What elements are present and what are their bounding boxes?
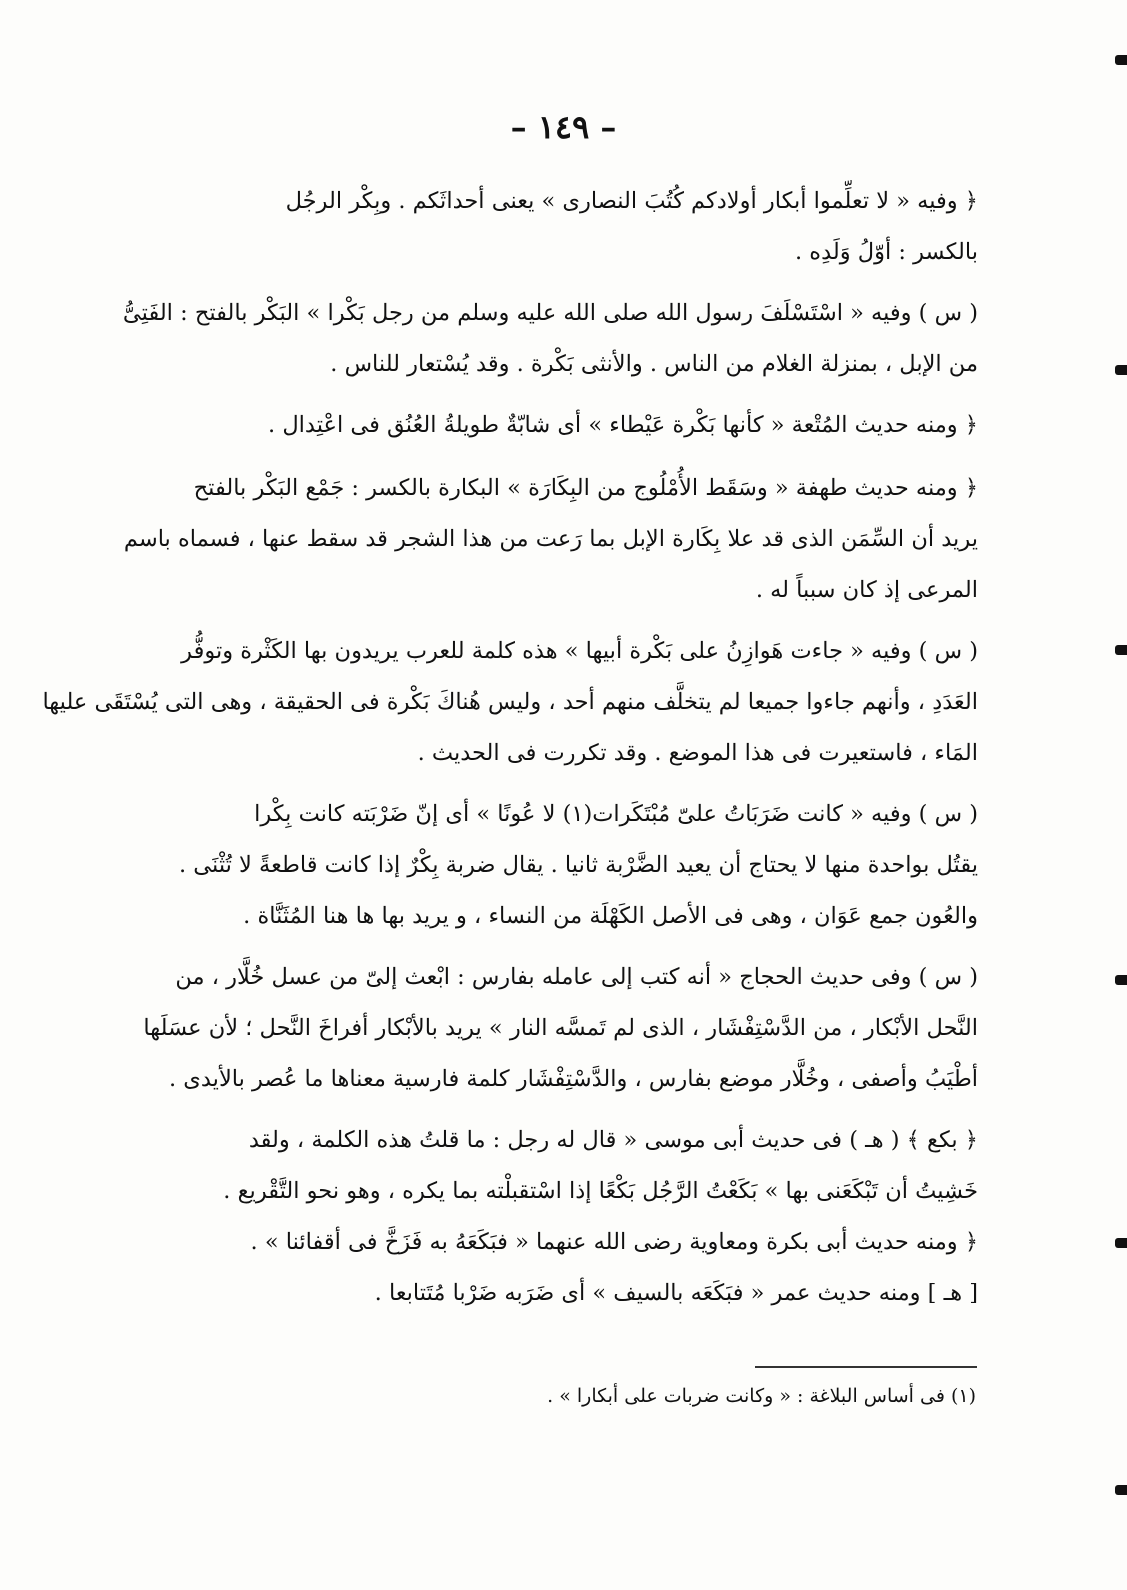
paragraph-4 — [123, 463, 978, 616]
text-line: خَشِيتُ أن تَبْكَعَنى بها » بَكَعْتُ الرَّجُل بَكْعًا إذا اسْتقبلْته بما يكره ، وهو نحو التَّقْريع . — [223, 1178, 978, 1204]
text-line: ( س ) وفيه « جاءت هَوازِنُ على بَكْرة أبيها » هذه كلمة للعرب يريدون بها الكَثْرة وتوفُّر — [181, 638, 978, 664]
text-line: العَدَدِ ، وأنهم جاءوا جميعا لم يتخلَّف منهم أحد ، وليس هُناكَ بَكْرة فى الحقيقة ، وهى التى يُسْتَقَى عليها — [42, 689, 978, 715]
footnote-rule — [755, 1366, 977, 1368]
text-line: يقتُل بواحدة منها لا يحتاج أن يعيد الضَّرْبة ثانيا . يقال ضربة بِكْرٌ إذا كانت قاطعةً لا تُثْنَى . — [179, 852, 978, 878]
paragraph-3 — [150, 400, 978, 451]
paragraph-6 — [150, 789, 978, 942]
text-line: يريد أن السِّمَن الذى قد علا بِكَارة الإبل بما رَعت من هذا الشجر قد سقط عنها ، فسماه باسم — [123, 526, 978, 552]
scan-edge-mark — [1115, 1485, 1127, 1495]
text-line: بالكسر : أوّلُ وَلَدِه . — [794, 239, 978, 265]
text-line: ﴿ ومنه حديث أبى بكرة ومعاوية رضى الله عنهما « فبَكَعَهُ به فَزَخَّ فى أقفائنا » . — [250, 1229, 978, 1255]
paragraph-7 — [143, 952, 978, 1105]
text-line: ﴿ ومنه حديث المُتْعة « كأنها بَكْرة عَيْطاء » أى شابّةٌ طويلةُ العُنُق فى اعْتِدال . — [268, 412, 978, 438]
paragraph-9 — [150, 1217, 978, 1268]
text-line: [ هـ ] ومنه حديث عمر « فبَكَعَه بالسيف » أى ضَرَبه ضَرْبا مُتَتابعا . — [374, 1280, 978, 1306]
text-line: أطْيَبُ وأصفى ، وخُلَّار موضع بفارس ، والدَّسْتِفْشَار كلمة فارسية معناها ما عُصر بالأيدى . — [168, 1066, 978, 1092]
scan-edge-mark — [1115, 645, 1127, 655]
text-line: والعُون جمع عَوَان ، وهى فى الأصل الكَهْلَة من النساء ، و يريد بها ها هنا المُثَنَّاة . — [243, 903, 978, 929]
text-line: المَاء ، فاستعيرت فى هذا الموضع . وقد تكررت فى الحديث . — [417, 740, 978, 766]
scan-edge-mark — [1115, 975, 1127, 985]
text-line: المرعى إذ كان سبباً له . — [755, 577, 978, 603]
footnote: (١) فى أساس البلاغة : « وكانت ضربات على أبكارا » . — [547, 1385, 976, 1407]
paragraph-8 — [150, 1115, 978, 1217]
text-line: ﴿ وفيه « لا تعلِّموا أبكار أولادكم كُتُبَ النصارى » يعنى أحداثَكم . وبِكْر الرجُل — [285, 188, 978, 214]
text-line: من الإبل ، بمنزلة الغلام من الناس . والأنثى بَكْرة . وقد يُسْتعار للناس . — [330, 351, 978, 377]
text-line: النَّحل الأبْكار ، من الدَّسْتِفْشَار ، الذى لم تَمسَّه النار » يريد بالأبْكار أفراخَ النَّحل ؛ لأن عسَلَها — [143, 1015, 978, 1041]
paragraph-10 — [150, 1268, 978, 1319]
body-text — [42, 176, 978, 1319]
page-number: – ١٤٩ – — [510, 108, 617, 146]
text-line: ﴿ ومنه حديث طهفة « وسَقَط الأُمْلُوج من البِكَارَة » البكارة بالكسر : جَمْع البَكْر بالفتح — [193, 475, 978, 501]
text-line: ( س ) وفيه « اسْتَسْلَفَ رسول الله صلى الله عليه وسلم من رجل بَكْرا » البَكْر بالفتح : الفَتِىُّ — [122, 300, 978, 326]
paragraph-2 — [122, 288, 978, 390]
scan-edge-mark — [1115, 1238, 1127, 1248]
paragraph-5 — [42, 626, 978, 779]
paragraph-1 — [150, 176, 978, 278]
text-line: ﴿ بكع ﴾ ( هـ ) فى حديث أبى موسى « قال له رجل : ما قلتُ هذه الكلمة ، ولقد — [248, 1127, 978, 1153]
text-line: ( س ) وفى حديث الحجاج « أنه كتب إلى عامله بفارس : ابْعث إلىّ من عسل خُلَّار ، من — [175, 964, 978, 990]
scan-edge-mark — [1115, 365, 1127, 375]
scan-edge-mark — [1115, 55, 1127, 65]
text-line: ( س ) وفيه « كانت ضَرَبَاتُ علىّ مُبْتَكَرات(١) لا عُونًا » أى إنّ ضَرْبَته كانت بِكْرا — [254, 801, 978, 827]
